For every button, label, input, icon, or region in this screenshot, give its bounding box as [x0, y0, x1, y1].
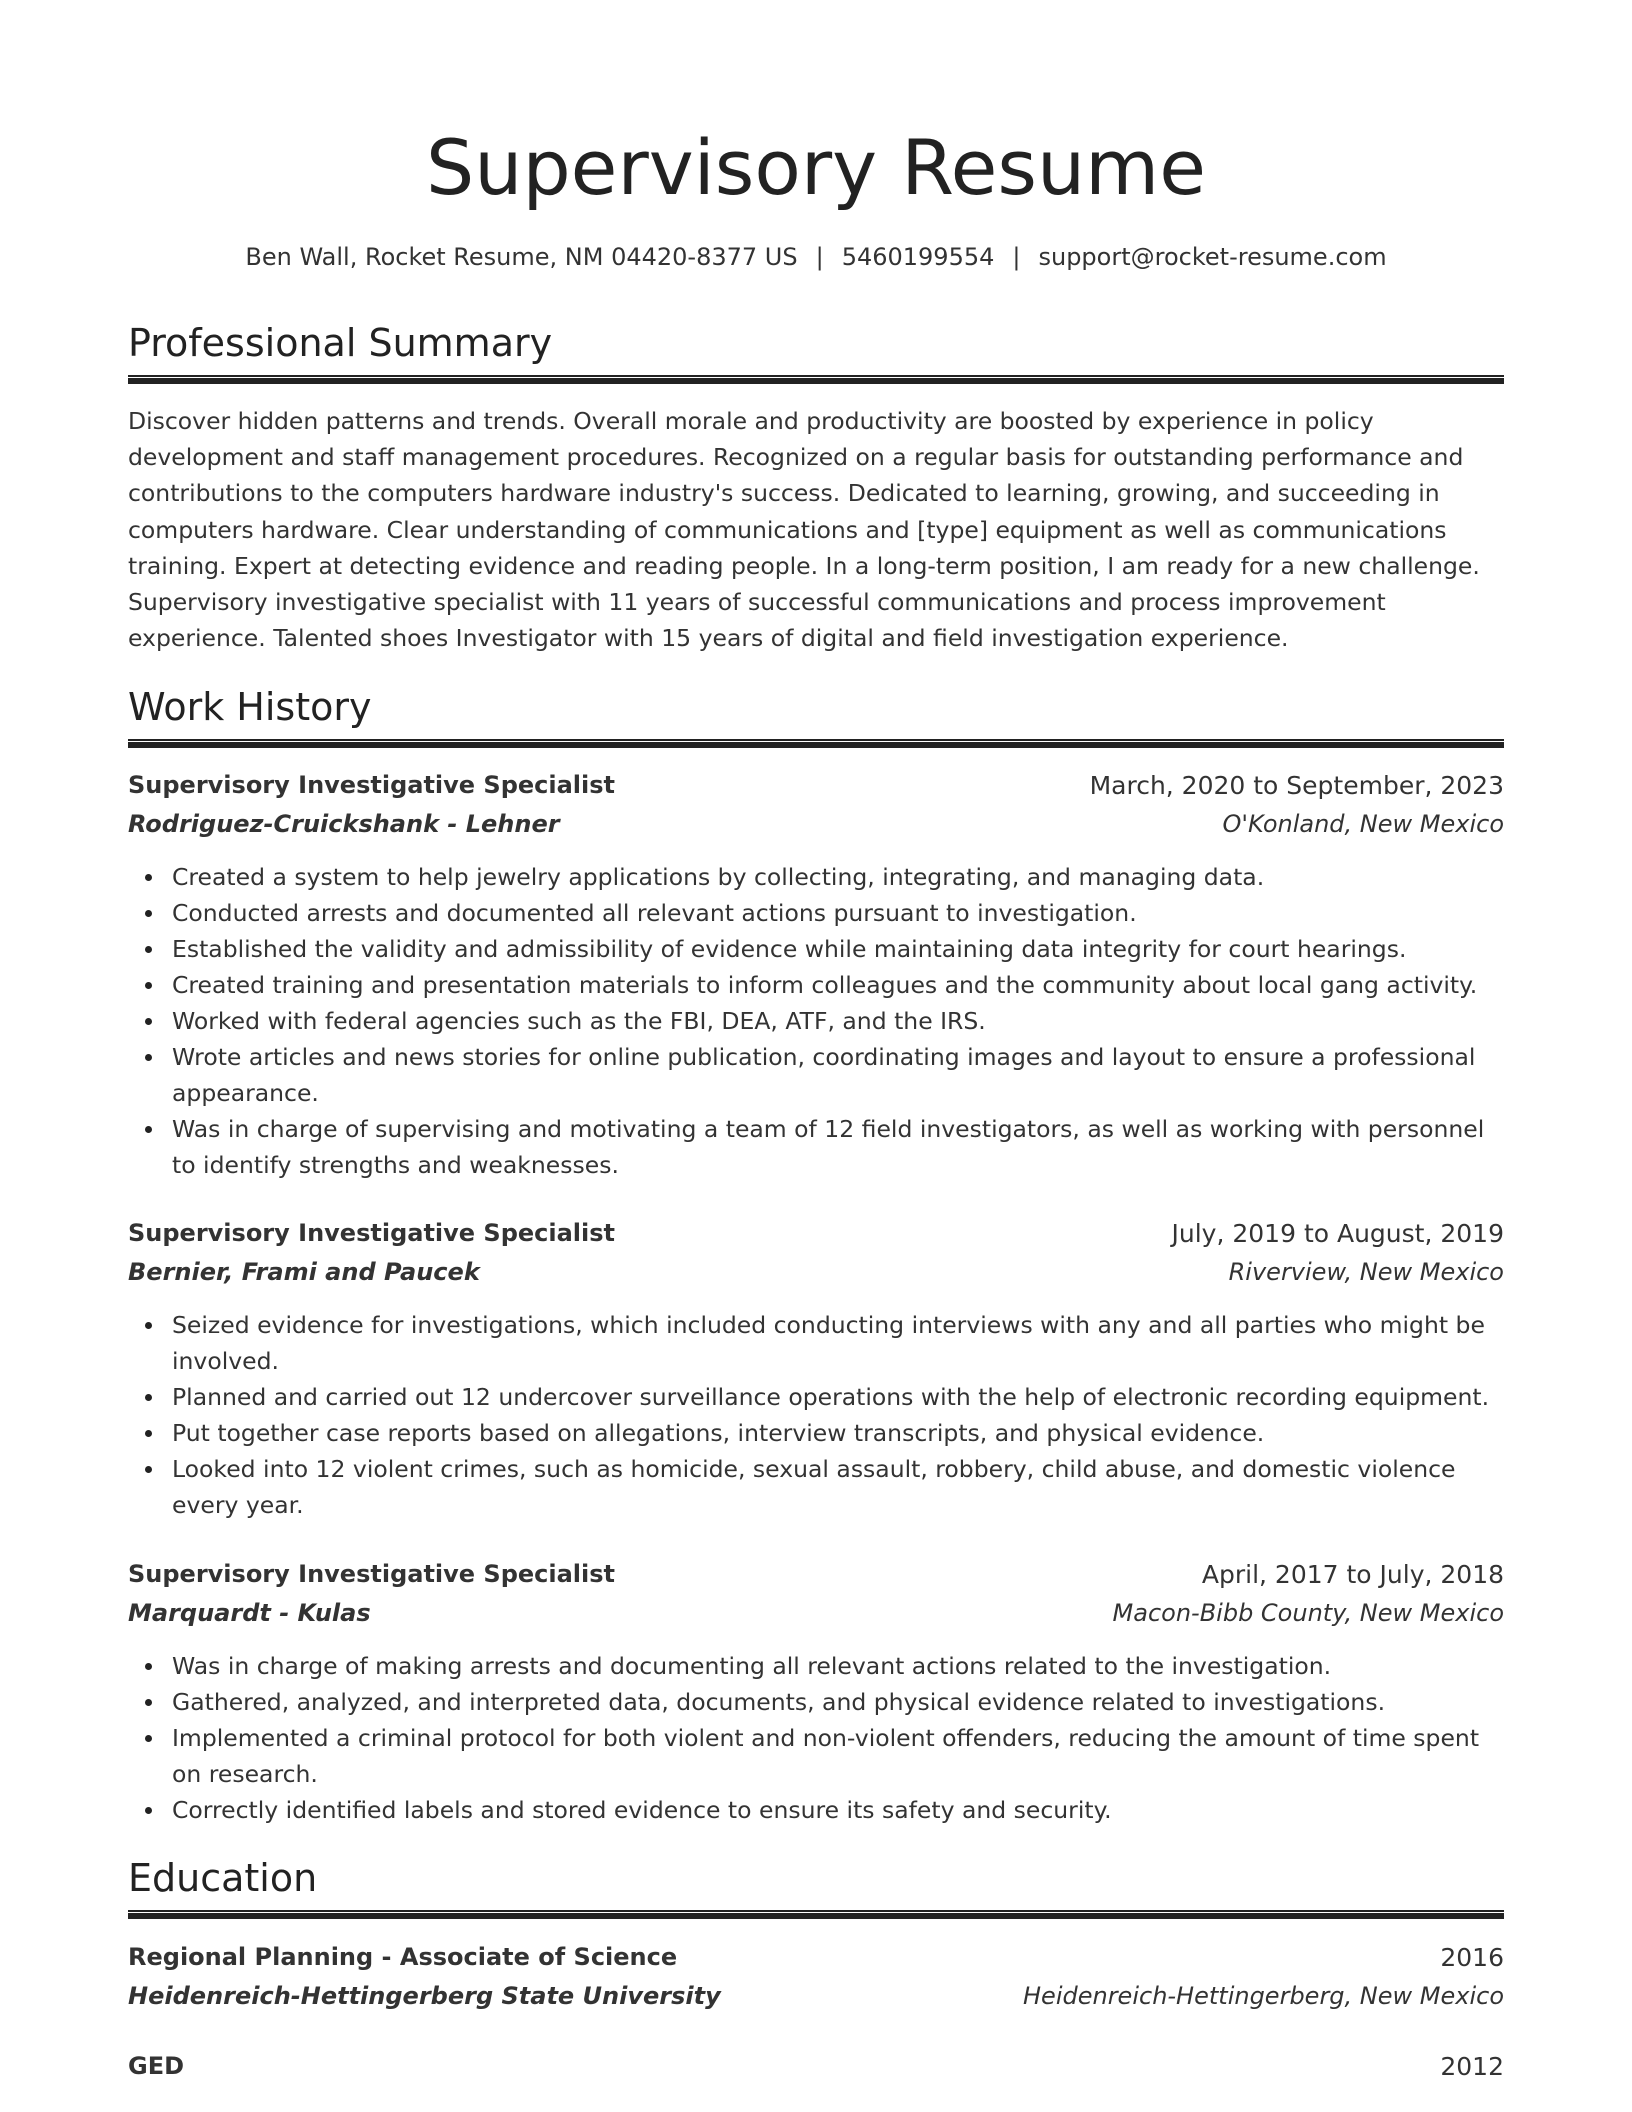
job-dates: July, 2019 to August, 2019 — [1171, 1219, 1504, 1248]
job-title: Supervisory Investigative Specialist — [128, 1560, 616, 1588]
job-title: Supervisory Investigative Specialist — [128, 1219, 616, 1247]
degree-name: GED — [128, 2052, 185, 2080]
summary-text: Discover hidden patterns and trends. Overall morale and productivity are boosted by experience in policy development and staff management procedures. Recognized on a regular basis for outstanding performance and contributions to the computers hardware industry's success. Dedicated to learning, growing, and succeeding in computers hardware. Clear understanding of communications and [type] equipment as well as communications training. Expert at detecting evidence and reading people. In a long-term position, I am ready for a new challenge. Supervisory investigative specialist with 11 years of successful communications and process improvement experience. Talented shoes Investigator with 15 years of digital and field investigation experience. — [128, 407, 1480, 653]
job-location: O'Konland, New Mexico — [1222, 810, 1504, 838]
contact-separator: | — [815, 243, 824, 271]
job-title: Supervisory Investigative Specialist — [128, 771, 616, 799]
list-item: Correctly identified labels and stored evidence to ensure its safety and security. — [128, 1792, 1504, 1828]
list-item: Was in charge of making arrests and documenting all relevant actions related to the investigation. — [128, 1648, 1504, 1684]
resume-title: Supervisory Resume — [426, 123, 1206, 212]
list-item: Looked into 12 violent crimes, such as homicide, sexual assault, robbery, child abuse, and domestic violence every year. — [128, 1451, 1504, 1523]
job-bullets — [128, 1307, 1504, 1523]
job-location: Riverview, New Mexico — [1228, 1258, 1504, 1286]
job-bullets — [128, 1648, 1504, 1828]
company-name: Rodriguez-Cruickshank - Lehner — [128, 810, 560, 838]
education-year: 2016 — [1440, 1943, 1504, 1972]
school-name: Heidenreich-Hettingerberg State University — [128, 1982, 721, 2010]
education-year: 2012 — [1440, 2052, 1504, 2081]
job-entry — [128, 1214, 1504, 1292]
list-item: Implemented a criminal protocol for both violent and non-violent offenders, reducing the amount of time spent on research. — [128, 1720, 1504, 1792]
job-dates: March, 2020 to September, 2023 — [1089, 771, 1504, 800]
company-name: Bernier, Frami and Paucek — [128, 1258, 480, 1286]
list-item: Established the validity and admissibility of evidence while maintaining data integrity for court hearings. — [128, 931, 1504, 967]
list-item: Created a system to help jewelry applications by collecting, integrating, and managing data. — [128, 859, 1504, 895]
contact-email[interactable]: support@rocket-resume.com — [1038, 243, 1387, 271]
education-entry — [128, 1938, 1504, 2016]
school-location: Heidenreich-Hettingerberg, New Mexico — [1023, 1982, 1504, 2010]
section-heading-education: Education — [128, 1856, 318, 1900]
section-heading-work-history: Work History — [128, 685, 372, 729]
degree-name: Regional Planning - Associate of Science — [128, 1943, 678, 1971]
section-divider — [128, 1910, 1504, 1919]
section-heading-summary: Professional Summary — [128, 321, 553, 365]
education-entry — [128, 2047, 1504, 2086]
section-divider — [128, 739, 1504, 748]
contact-line — [128, 240, 1504, 274]
list-item: Put together case reports based on allegations, interview transcripts, and physical evidence. — [128, 1415, 1504, 1451]
list-item: Gathered, analyzed, and interpreted data, documents, and physical evidence related to investigations. — [128, 1684, 1504, 1720]
job-bullets — [128, 859, 1504, 1183]
contact-address: Ben Wall, Rocket Resume, NM 04420-8377 US — [245, 243, 798, 271]
contact-phone: 5460199554 — [841, 243, 995, 271]
job-entry — [128, 766, 1504, 844]
list-item: Created training and presentation materials to inform colleagues and the community about local gang activity. — [128, 967, 1504, 1003]
list-item: Was in charge of supervising and motivating a team of 12 field investigators, as well as working with personnel to identify strengths and weaknesses. — [128, 1111, 1504, 1183]
job-dates: April, 2017 to July, 2018 — [1201, 1560, 1504, 1589]
job-location: Macon-Bibb County, New Mexico — [1112, 1599, 1504, 1627]
list-item: Worked with federal agencies such as the FBI, DEA, ATF, and the IRS. — [128, 1003, 1504, 1039]
list-item: Conducted arrests and documented all relevant actions pursuant to investigation. — [128, 895, 1504, 931]
list-item: Seized evidence for investigations, which included conducting interviews with any and all parties who might be involved. — [128, 1307, 1504, 1379]
contact-separator: | — [1012, 243, 1021, 271]
list-item: Planned and carried out 12 undercover surveillance operations with the help of electronic recording equipment. — [128, 1379, 1504, 1415]
list-item: Wrote articles and news stories for online publication, coordinating images and layout to ensure a professional appearance. — [128, 1039, 1504, 1111]
company-name: Marquardt - Kulas — [128, 1599, 371, 1627]
job-entry — [128, 1555, 1504, 1633]
section-divider — [128, 375, 1504, 384]
